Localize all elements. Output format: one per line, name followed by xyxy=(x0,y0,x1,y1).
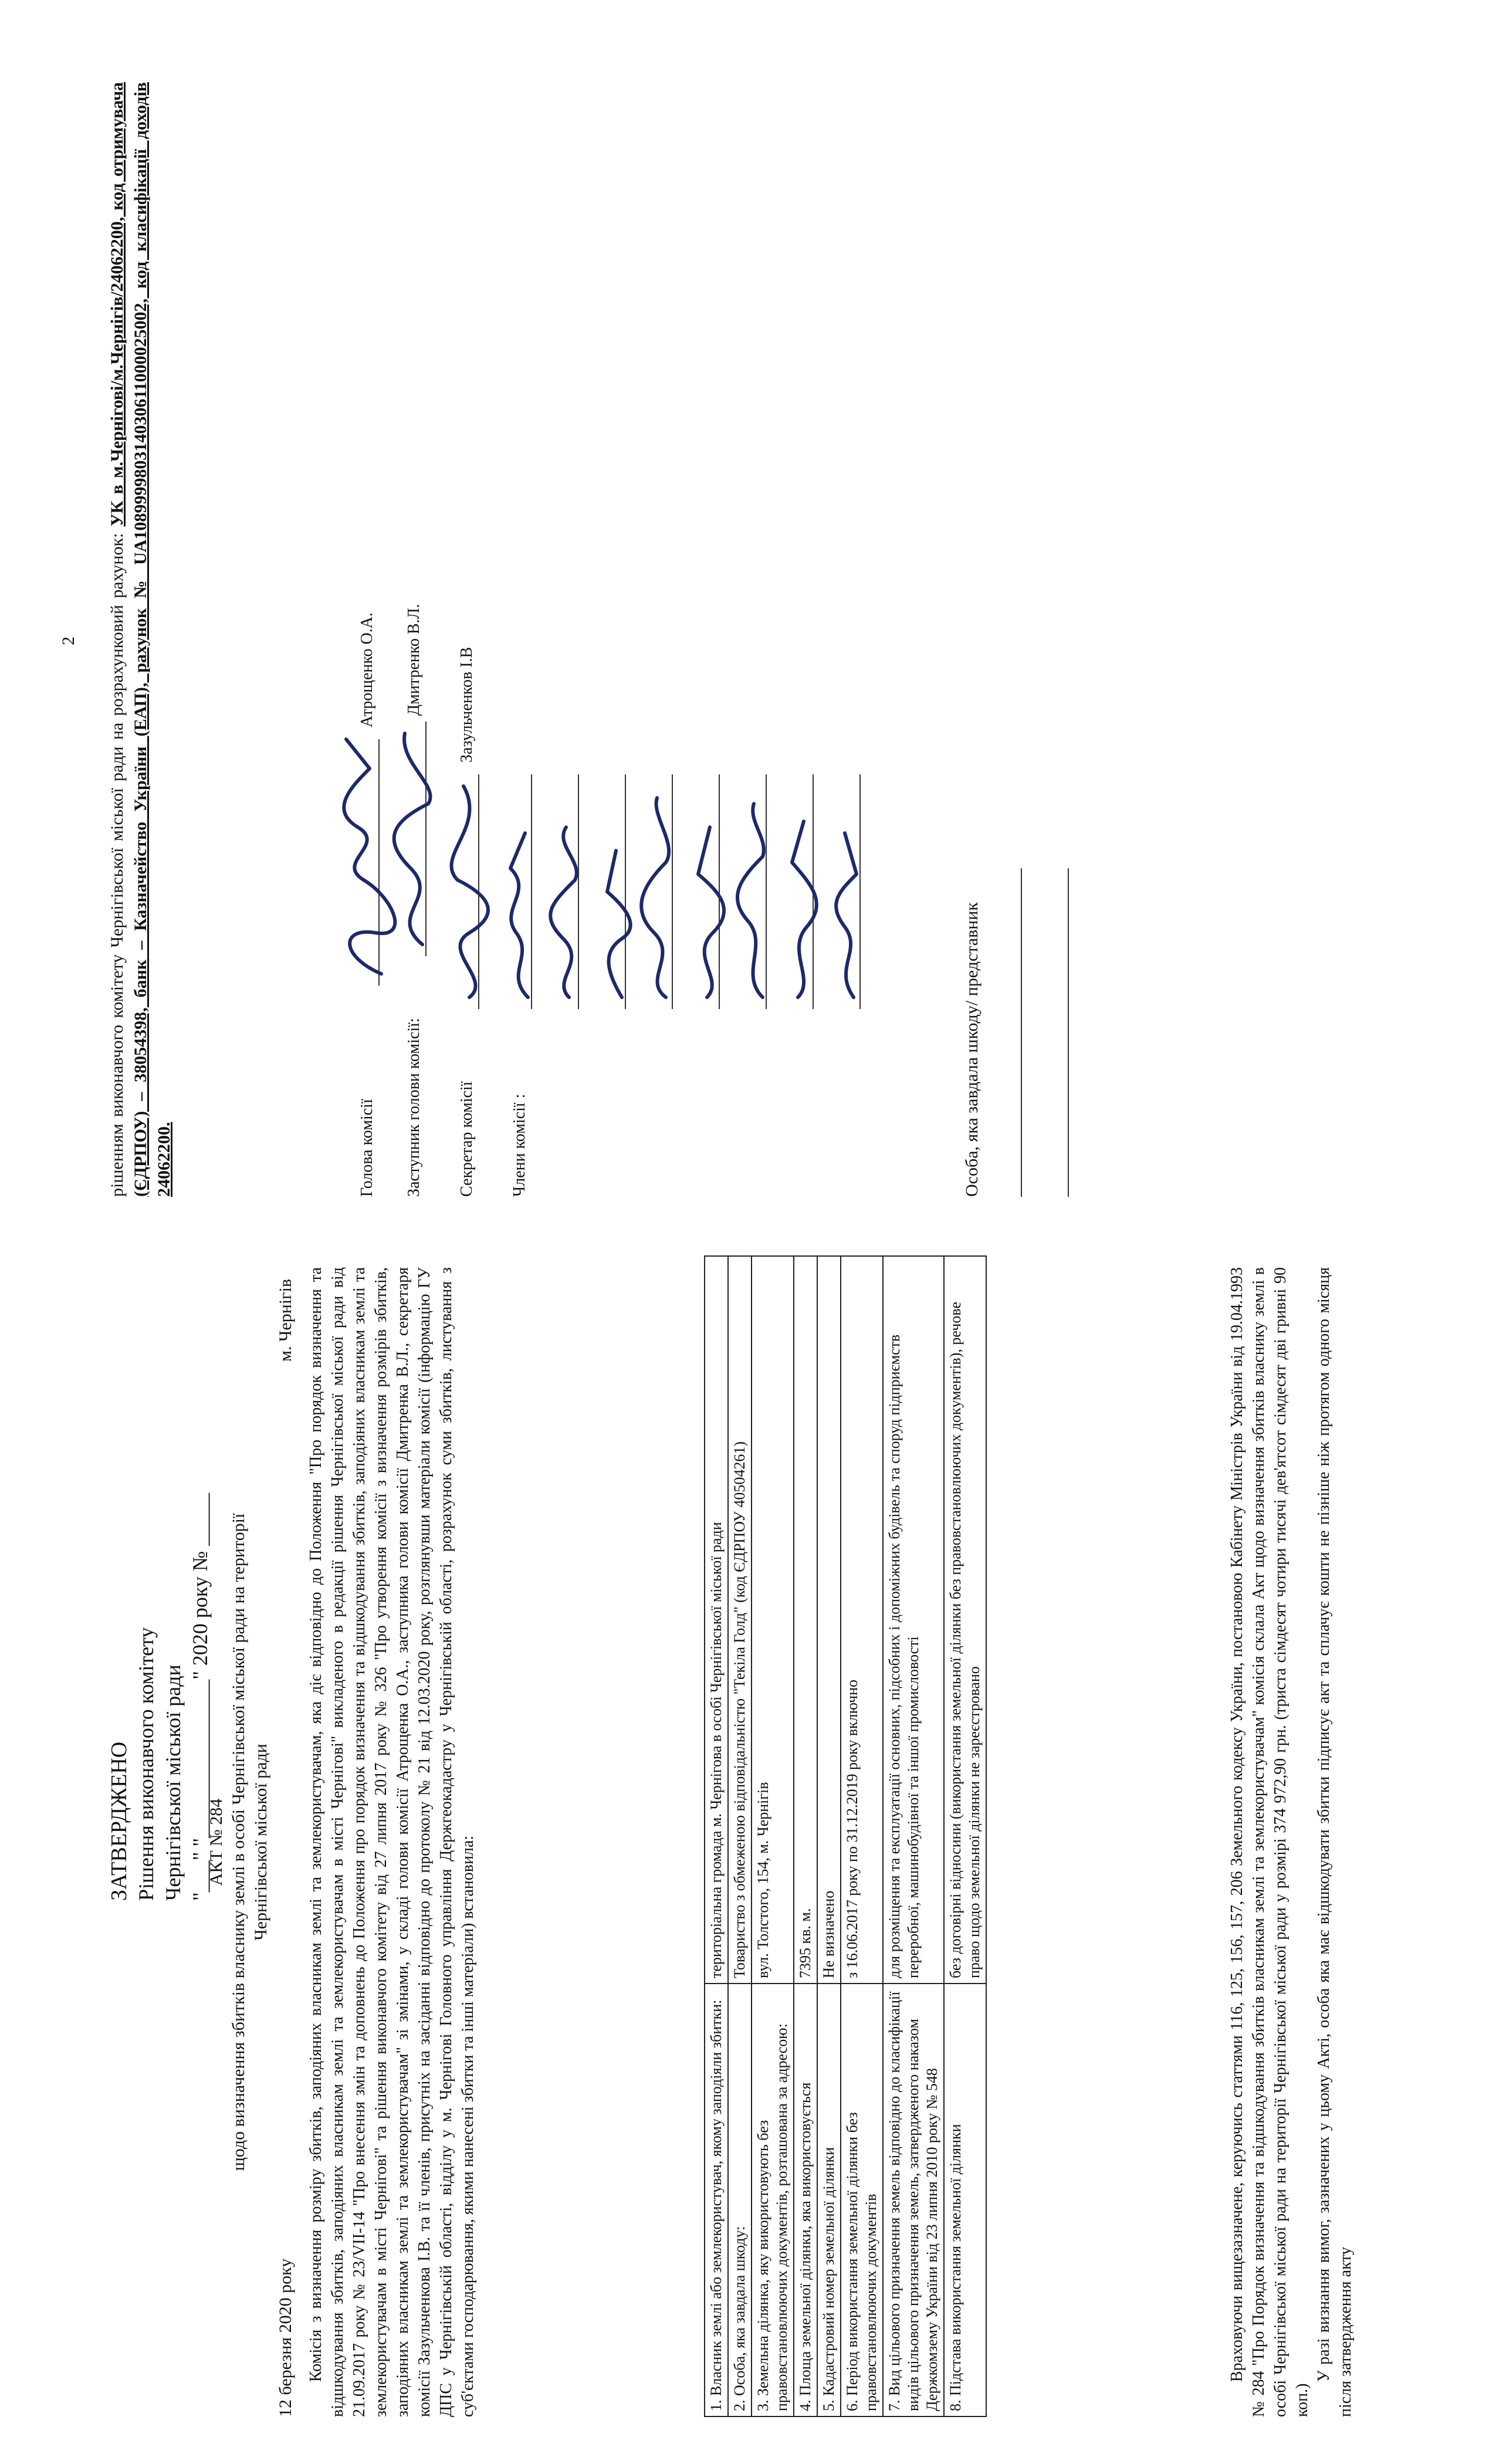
table-cell-answer: з 16.06.2017 року по 31.12.2019 року включно xyxy=(841,1256,883,1984)
payment-details-account: УК в м.Чернігові/м.Чернігів/24062200, код отримувача (ЄДРПОУ) – 38054398, банк – Казначейство України (ЕАП), рахунок № UA108999980314030611000025002, код класифікації доходів 24062200. xyxy=(107,82,174,1197)
table-cell-question: 3. Земельна ділянка, яку використовують без правовстановлюючих документів, розташована за адресою: xyxy=(752,1984,794,2416)
deputy-label: Заступник голови комісії: xyxy=(405,1018,423,1197)
member-signature xyxy=(733,780,774,1003)
table-cell-question: 8. Підстава використання земельної ділянки xyxy=(944,1984,986,2416)
table-cell-answer: без договірні відносини (використання земельної ділянки без правовстановлюючих документів), речове право щодо земельної ділянки не зареєстровано xyxy=(944,1256,986,1984)
table-cell-answer: Не визначено xyxy=(817,1256,841,1984)
member-signature xyxy=(546,780,587,1003)
act-closing xyxy=(1226,1267,1356,2417)
secretary-name: Зазульченков І.В xyxy=(458,647,476,763)
payment-details-intro: рішенням виконавчого комітету Чернігівської міської ради на розрахунковий рахунок: xyxy=(107,526,127,1197)
act-details-table xyxy=(704,1255,987,2417)
payment-details-paragraph xyxy=(106,82,176,1197)
approval-line-3: "___" "_______________" 2020 року № _____ xyxy=(188,1492,212,1901)
member-signature xyxy=(827,780,868,1003)
table-cell-answer: Товариство з обмеженою відповідальністю "Текіла Голд" (код ЄДРПОУ 40504261) xyxy=(728,1256,752,1984)
chair-name: Атрощенко О.А. xyxy=(358,612,376,727)
act-subtitle-2: Чернігівської міської ради xyxy=(251,1744,270,1941)
table-row xyxy=(794,1256,817,2416)
act-first-page xyxy=(0,1232,1496,2464)
approval-heading: ЗАТВЕРДЖЕНО xyxy=(107,1741,131,1901)
table-cell-question: 5. Кадастровий номер земельної ділянки xyxy=(817,1984,841,2416)
member-signature xyxy=(686,780,727,1003)
table-row xyxy=(728,1256,752,2416)
table-row xyxy=(944,1256,986,2416)
member-signature xyxy=(593,780,634,1003)
table-row xyxy=(752,1256,794,2416)
secretary-signature xyxy=(434,780,499,1003)
secretary-label: Секретар комісії xyxy=(458,1081,476,1197)
act-subtitle-1: щодо визначення збитків власнику землі в особі Чернігівської міської ради на території xyxy=(229,1513,248,2171)
table-cell-answer: вул. Толстого, 154, м. Чернігів xyxy=(752,1256,794,1984)
table-cell-answer: 7395 кв. м. xyxy=(794,1256,817,1984)
act-title xyxy=(205,1267,272,2417)
table-cell-question: 7. Вид цільового призначення земель відповідно до класифікації видів цільового призначення земель, затвердженого наказом Держкомзему України від 23 липня 2010 року № 548 xyxy=(883,1984,944,2416)
representative-signature-line xyxy=(1021,868,1022,1197)
approval-block xyxy=(106,1373,214,1901)
table-row xyxy=(883,1256,944,2416)
closing-paragraph-2: У разі визнання вимог, зазначених у цьому Акті, особа яка має відшкодувати збитки підписує акт та сплачує кошти не пізніше ніж протягом одного місяця після затвердження акту xyxy=(1315,1267,1355,2417)
representative-name-line xyxy=(1068,868,1069,1197)
table-cell-question: 2. Особа, яка завдала шкоду: xyxy=(728,1984,752,2416)
member-signature xyxy=(780,780,821,1003)
table-row xyxy=(817,1256,841,2416)
table-row xyxy=(705,1256,728,2416)
closing-paragraph-1: Враховуючи вищезазначене, керуючись статтями 116, 125, 156, 157, 206 Земельного кодексу України, постановою Кабінету Міністрів України від 19.04.1993 № 284 "Про Порядок визначення та відшкодування збитків власникам землі та землекористувачам" комісія склала Акт щодо визначення збитків власнику землі в особі Чернігівської міської ради на території Чернігівської міської ради у розмірі 374 972,90 грн. (триста сімдесят чотири тисячі дев'ятсот сімдесят дві гривні 90 коп.) xyxy=(1228,1267,1311,2417)
member-signature xyxy=(499,780,540,1003)
table-cell-answer: для розміщення та експлуатації основних, підсобних і допоміжних будівель та споруд підприємств переробної, машинобудівної та іншої промисловості xyxy=(883,1256,944,1984)
page-number: 2 xyxy=(59,637,78,645)
approval-line-1: Рішення виконавчого комітету xyxy=(134,1627,158,1901)
table-cell-question: 6. Період використання земельної ділянки без правовстановлюючих документів xyxy=(841,1984,883,2416)
representative-label: Особа, яка завдала шкоду/ представник xyxy=(962,902,981,1197)
chair-label: Голова комісії xyxy=(358,1099,376,1197)
table-cell-question: 4. Площа земельної ділянки, яка використовується xyxy=(794,1984,817,2416)
act-intro-paragraph: Комісія з визначення розміру збитків, заподіяних власникам землі та землекористувачам, яка діє відповідно до Положення "Про порядок визначення та відшкодування збитків, заподіяних власникам землі та землекористувачам в місті Чернігові" викладеного в редакції рішення Чернігівської міської ради від 21.09.2017 року № 23/VII-14 "Про внесення змін та доповнень до Положення про порядок визначення та відшкодування збитків, заподіяних власникам землі та землекористувачам в місті Чернігові" та рішення виконавчого комітету від 27 липня 2017 року № 326 "Про утворення комісії з визначення розмірів збитків, заподіяних власникам землі та землекористувачам" зі змінами, у складі голови комісії Атрощенка О.А., заступника голови комісії Дмитренка В.Л., секретаря комісії Зазульченкова І.В. та її членів, присутніх на засіданні відповідно до протоколу № 21 від 12.03.2020 року, розглянувши матеріали комісії (інформацію ГУ ДПС у Чернігівській області, відділу у м. Чернігові Головного управління Держгеокадастру у Чернігівській області, розрахунок суми збитків, листування з суб'єктами господарювання, якими нанесені збитки та інші матеріали) встановила: xyxy=(307,1267,477,2417)
approval-line-2: Чернігівської міської ради xyxy=(161,1664,185,1901)
deputy-name: Дмитренко В.Л. xyxy=(405,604,423,716)
act-number: АКТ № 284 xyxy=(207,1798,226,1886)
table-cell-question: 1. Власник землі або землекористувач, якому заподіяли збитки: xyxy=(705,1984,728,2416)
table-cell-answer: територіальна громада м. Чернігова в особі Чернігівської міської ради xyxy=(705,1256,728,1984)
members-label: Члени комісії : xyxy=(510,1094,529,1197)
act-date-line xyxy=(276,1267,296,2417)
member-signature xyxy=(639,780,681,1003)
act-date: 12 березня 2020 року xyxy=(276,2258,295,2417)
act-city: м. Чернігів xyxy=(276,1279,295,1362)
table-row xyxy=(841,1256,883,2416)
